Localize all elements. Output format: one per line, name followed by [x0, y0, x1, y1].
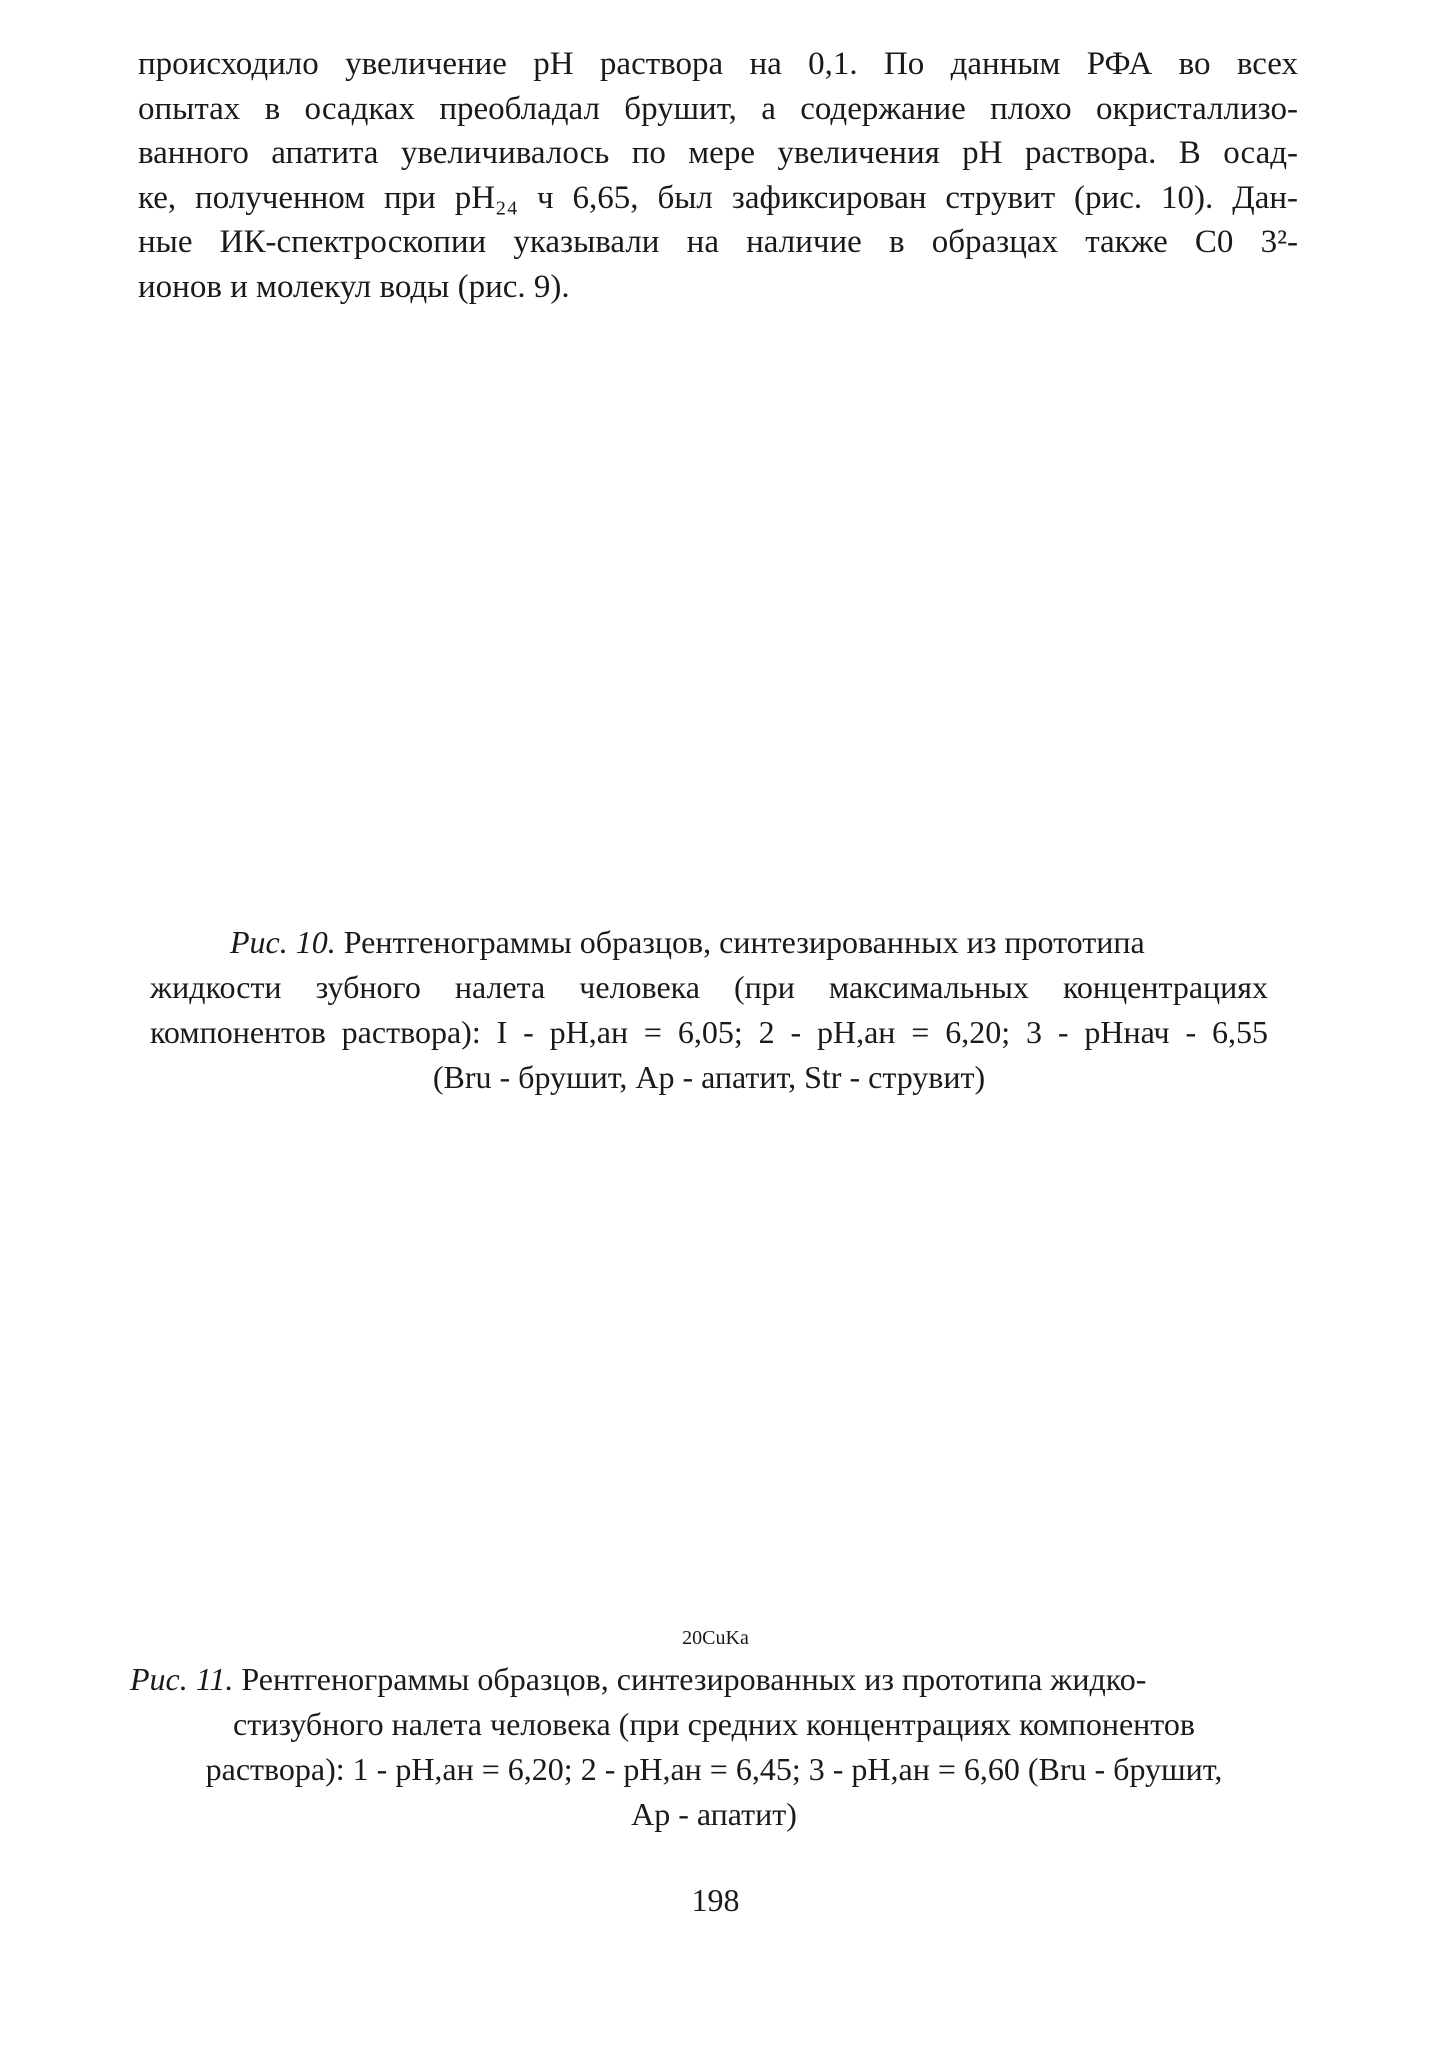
body-line: ванного апатита увеличивалось по мере увеличения pH раствора. В осад-: [138, 135, 1298, 171]
caption-line: [130, 1657, 1298, 1702]
figure-10-blank-area: [138, 320, 1298, 900]
figure-11-label: Рис. 11.: [130, 1661, 234, 1697]
body-line: ные ИК-спектроскопии указывали на наличие в образцах также C0 3²-: [138, 224, 1298, 260]
caption-line: [150, 920, 1268, 965]
body-line: ионов и молекул воды (рис. 9).: [138, 268, 570, 305]
caption-line: жидкости зубного налета человека (при максимальных концентрациях: [150, 969, 1268, 1005]
body-line: происходило увеличение pH раствора на 0,1. По данным РФА во всех: [138, 46, 1298, 82]
figure-10-caption: [150, 920, 1268, 1100]
figure-11-blank-area: [138, 1115, 1298, 1615]
figure-11-axis-label: 20CuKa: [682, 1627, 749, 1649]
caption-line: стизубного налета человека (при средних концентрациях компонентов: [233, 1706, 1195, 1742]
caption-text: Рентгенограммы образцов, синтезированных из прототипа: [335, 924, 1145, 960]
caption-line: компонентов раствора): I - pH,ан = 6,05; 2 - pH,ан = 6,20; 3 - pHнач - 6,55: [150, 1014, 1268, 1050]
body-line: ке, полученном при pH₂₄ ч 6,65, был зафиксирован струвит (рис. 10). Дан-: [138, 179, 1298, 216]
caption-line: (Bru - брушит, Ар - апатит, Str - струвит): [432, 1059, 986, 1095]
caption-line: Ар - апатит): [631, 1796, 797, 1832]
figure-10-label: Рис. 10.: [230, 924, 336, 960]
caption-text: Рентгенограммы образцов, синтезированных из прототипа жидко-: [233, 1661, 1147, 1697]
body-paragraph: [138, 42, 1298, 309]
body-line: опытах в осадках преобладал брушит, а содержание плохо окристаллизо-: [138, 90, 1298, 127]
caption-line: раствора): 1 - pH,ан = 6,20; 2 - pH,ан = 6,45; 3 - pH,ан = 6,60 (Bru - брушит,: [205, 1751, 1223, 1787]
page-number: 198: [691, 1882, 740, 1918]
figure-11-caption: [130, 1657, 1298, 1837]
